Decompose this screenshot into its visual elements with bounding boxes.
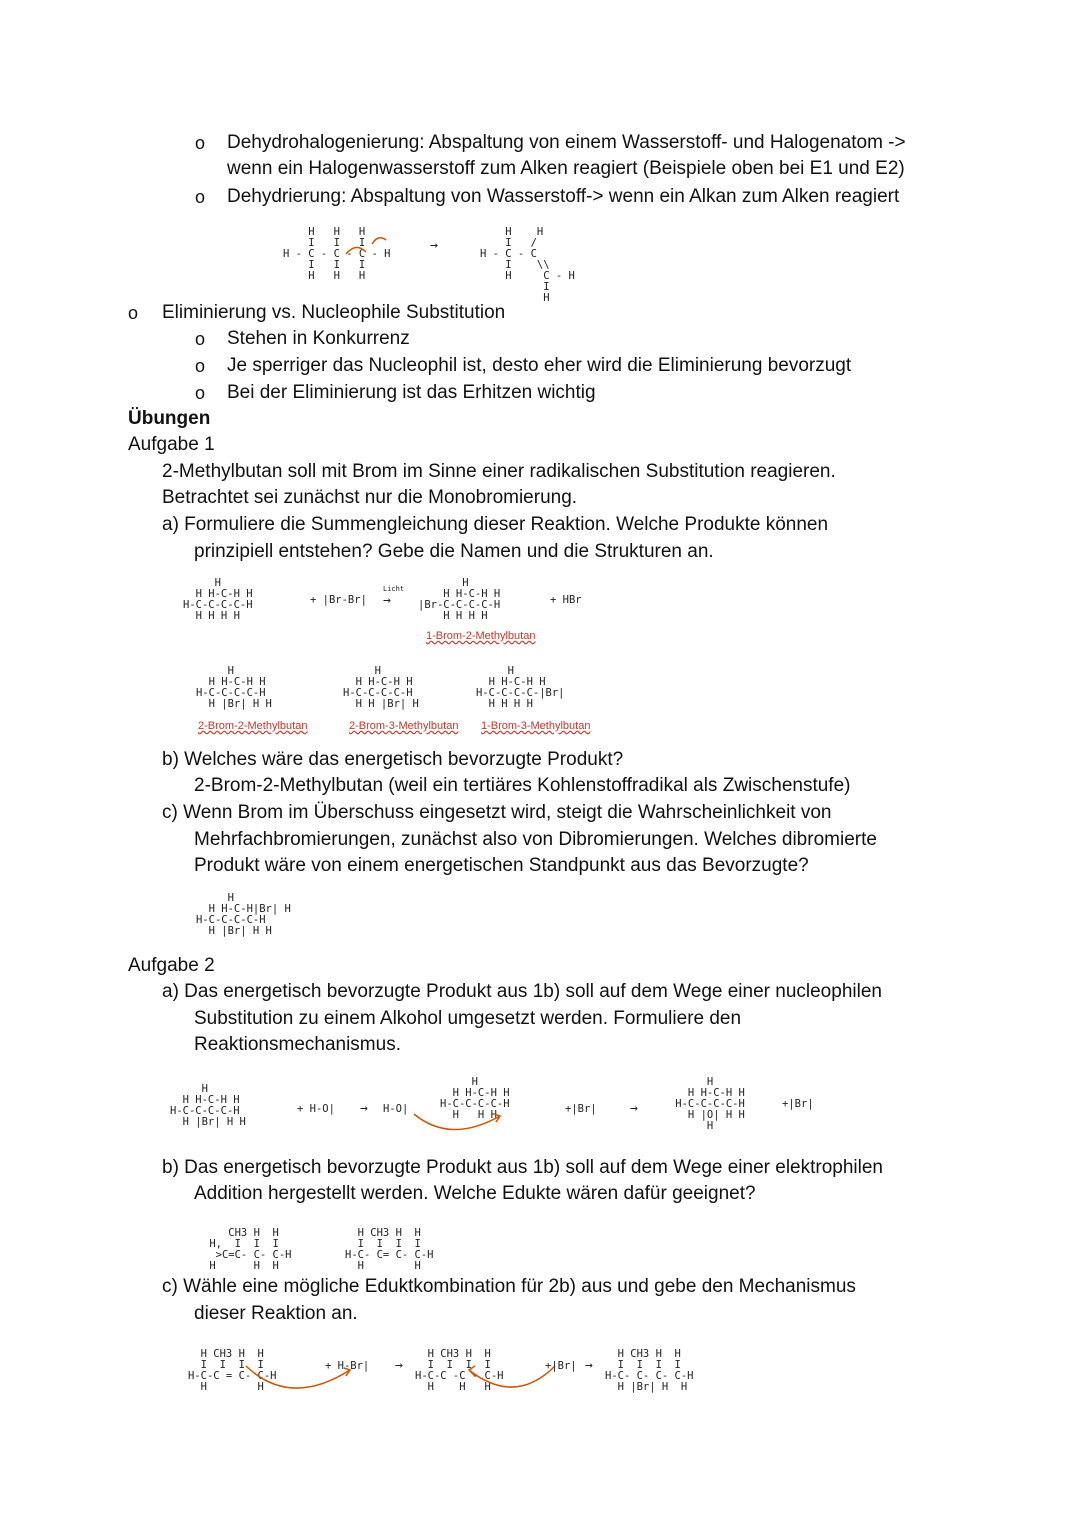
text-line: prinzipiell entstehen? Gebe die Namen und die Strukturen an.	[194, 541, 714, 562]
structure-2-methylbutane: H H H-C-H H H-C-C-C-C-H H H H H	[183, 576, 253, 622]
structure-carbocation-intermediate: H CH3 H H I I I I H-C-C -C - C-H H H H	[415, 1347, 504, 1393]
structure-alcohol: H H H-C-H H H-C-C-C-C-H H |O| H H H	[675, 1075, 745, 1132]
text-line: c) Wähle eine mögliche Eduktkombination für 2b) aus und gebe den Mechanismus	[162, 1276, 856, 1297]
text-line: 2-Methylbutan soll mit Brom im Sinne einer radikalischen Substitution reagieren.	[162, 461, 836, 482]
structure-alkene: H H I / H - C - C I \\ H C - H I H	[480, 225, 575, 304]
text-line: Dehydrohalogenierung: Abspaltung von einem Wasserstoff- und Halogenatom ->	[227, 132, 906, 153]
text-line: b) Welches wäre das energetisch bevorzugte Produkt?	[162, 749, 624, 770]
reagent-hbr: + H-Br|	[325, 1360, 370, 1372]
structure-2-methylbut-2-ene: H CH3 H H I I I I H-C- C= C- C-H H H	[345, 1226, 434, 1272]
structure-2-methylbut-2-ene: H CH3 H H I I I I H-C-C = C- C-H H H	[188, 1347, 277, 1393]
condition-light: Licht	[383, 585, 405, 593]
product-hbr: + HBr	[550, 594, 582, 606]
reagent-hydroxide: + H-O|	[297, 1103, 335, 1115]
structure-butane: H H H I I I H - C - C - C - H I I I H H H	[283, 225, 391, 282]
reagent-bromine: + |Br-Br|	[310, 594, 367, 606]
text-line: a) Formuliere die Summengleichung dieser Reaktion. Welche Produkte können	[162, 514, 829, 535]
structure-carbocation: H H H-C-H H H-C-C-C-C-H H H H	[440, 1075, 510, 1121]
text-line: Bei der Eliminierung ist das Erhitzen wichtig	[227, 382, 596, 403]
text-line: Reaktionsmechanismus.	[194, 1034, 401, 1055]
bullet-circle: o	[195, 187, 206, 207]
product-name: 1-Brom-3-Methylbutan	[481, 720, 591, 732]
text-line: Dehydrierung: Abspaltung von Wasserstoff-> wenn ein Alkan zum Alken reagiert	[227, 186, 900, 207]
text-line: a) Das energetisch bevorzugte Produkt aus 1b) soll auf dem Wege einer nucleophilen	[162, 981, 882, 1002]
structure-2-methylbut-1-ene: CH3 H H H, I I I >C=C- C- C-H H H H	[209, 1226, 292, 1272]
text-line: wenn ein Halogenwasserstoff zum Alken reagiert (Beispiele oben bei E1 und E2)	[227, 158, 905, 179]
reaction-arrow: →	[395, 1358, 403, 1373]
text-line: c) Wenn Brom im Überschuss eingesetzt wird, steigt die Wahrscheinlichkeit von	[162, 802, 832, 823]
text-line: dieser Reaktion an.	[194, 1303, 358, 1324]
product-name: 2-Brom-3-Methylbutan	[349, 720, 459, 732]
text-line: Addition hergestellt werden. Welche Edukte wären dafür geeignet?	[194, 1183, 756, 1204]
text-line: 2-Brom-2-Methylbutan (weil ein tertiäres Kohlenstoffradikal als Zwischenstufe)	[194, 775, 851, 796]
bromide-ion: +|Br|	[545, 1360, 577, 1372]
text-line: Je sperriger das Nucleophil ist, desto eher wird die Eliminierung bevorzugt	[227, 355, 852, 376]
structure-1-brom-2-methylbutan: H H H-C-H H |Br-C-C-C-C-H H H H H	[418, 576, 501, 622]
reaction-arrow: →	[585, 1358, 593, 1373]
structure-2-brom-2-methylbutan: H H H-C-H H H-C-C-C-C-H H |Br| H H	[196, 664, 272, 710]
electron-arrow	[240, 1362, 370, 1404]
text-line: Produkt wäre von einem energetischen Standpunkt aus das Bevorzugte?	[194, 855, 809, 876]
reaction-arrow: →	[430, 238, 438, 253]
task-heading: Aufgabe 1	[128, 434, 215, 455]
electron-arrow	[410, 1110, 520, 1140]
bullet-circle: o	[195, 133, 206, 153]
bromide-ion: +|Br|	[782, 1098, 814, 1110]
product-name: 1-Brom-2-Methylbutan	[426, 630, 536, 642]
bullet-circle: o	[128, 303, 139, 323]
section-heading: Übungen	[128, 408, 211, 429]
bullet-circle: o	[195, 329, 206, 349]
text-line: b) Das energetisch bevorzugte Produkt aus 1b) soll auf dem Wege einer elektrophilen	[162, 1157, 883, 1178]
task-heading: Aufgabe 2	[128, 955, 215, 976]
structure-2-brom-3-methylbutan: H H H-C-H H H-C-C-C-C-H H H |Br| H	[343, 664, 419, 710]
structure-1-brom-3-methylbutan: H H H-C-H H H-C-C-C-C-|Br| H H H H	[476, 664, 565, 710]
reaction-arrow: →	[383, 593, 391, 608]
structure-2-brom-2-methylbutan: H CH3 H H I I I I H-C- C- C- C-H H |Br| H H	[605, 1347, 694, 1393]
text-line: Eliminierung vs. Nucleophile Substitution	[162, 302, 506, 323]
hydroxide-ion: H-O|	[383, 1103, 409, 1115]
bullet-circle: o	[195, 356, 206, 376]
bromide-ion: +|Br|	[565, 1103, 597, 1115]
reaction-arrow: →	[360, 1101, 368, 1116]
electron-arrow	[340, 232, 400, 262]
reaction-arrow: →	[630, 1101, 638, 1116]
text-line: Betrachtet sei zunächst nur die Monobromierung.	[162, 487, 578, 508]
structure-2-brom-2-methylbutan: H H H-C-H H H-C-C-C-C-H H |Br| H H	[170, 1082, 246, 1128]
text-line: Mehrfachbromierungen, zunächst also von Dibromierungen. Welches dibromierte	[194, 829, 877, 850]
bullet-circle: o	[195, 383, 206, 403]
text-line: Stehen in Konkurrenz	[227, 328, 410, 349]
text-line: Substitution zu einem Alkohol umgesetzt werden. Formuliere den	[194, 1008, 742, 1029]
product-name: 2-Brom-2-Methylbutan	[198, 720, 308, 732]
structure-dibromo-product: H H H-C-H|Br| H H-C-C-C-C-H H |Br| H H	[196, 891, 291, 937]
